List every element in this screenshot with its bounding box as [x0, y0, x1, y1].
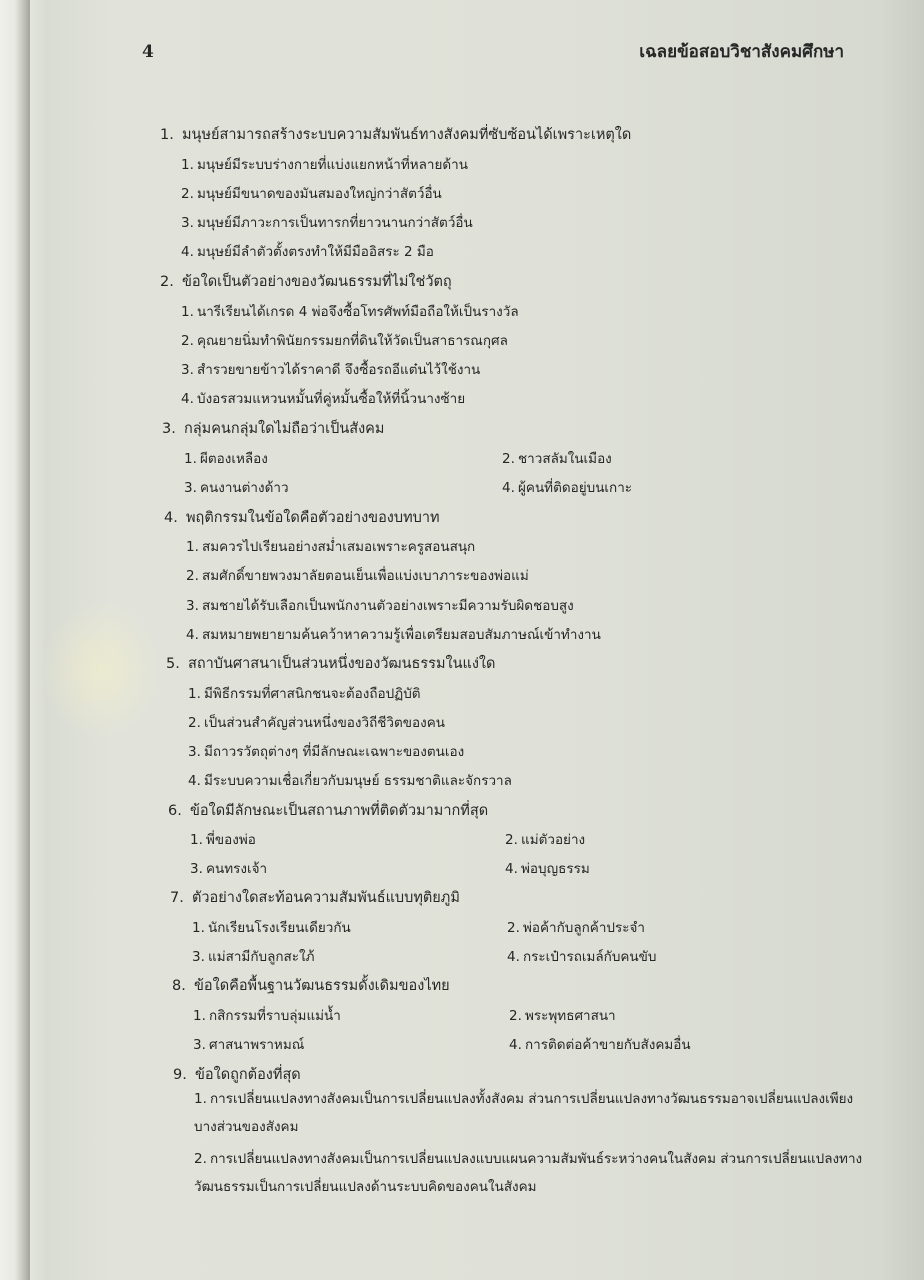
page-number: 4	[142, 42, 154, 62]
option-5-1	[188, 682, 421, 704]
option-2-4	[181, 387, 465, 409]
option-text: ผู้คนที่ติดอยู่บนเกาะ	[518, 480, 633, 496]
option-4-2	[186, 564, 529, 586]
question-text: มนุษย์สามารถสร้างระบบความสัมพันธ์ทางสังคมที่ซับซ้อนได้เพราะเหตุใด	[182, 127, 632, 143]
option-number: 3.	[193, 1037, 206, 1053]
option-6-3	[190, 857, 267, 879]
option-number: 1.	[181, 304, 194, 320]
option-1-2	[181, 182, 442, 204]
option-number: 1.	[181, 157, 194, 173]
option-text: พี่ของพ่อ	[206, 832, 256, 848]
question-6	[168, 799, 488, 822]
option-7-2	[507, 916, 645, 938]
option-number: 2.	[181, 186, 194, 202]
option-number: 4.	[502, 480, 515, 496]
running-header-title: เฉลยข้อสอบวิชาสังคมศึกษา	[639, 42, 844, 62]
option-4-3	[186, 594, 574, 616]
option-2-2	[181, 329, 508, 351]
option-text: มนุษย์มีขนาดของมันสมองใหญ่กว่าสัตว์อื่น	[197, 186, 442, 202]
option-4-4	[186, 623, 601, 645]
option-number: 4.	[507, 949, 520, 965]
option-text: แม่สามีกับลูกสะใภ้	[208, 949, 315, 965]
option-number: 1.	[193, 1008, 206, 1024]
option-text: สำรวยขายข้าวได้ราคาดี จึงซื้อรถอีแต๋นไว้ใช้งาน	[197, 362, 481, 378]
option-2-1	[181, 300, 519, 322]
option-7-4	[507, 945, 656, 967]
option-number: 2.	[188, 715, 201, 731]
question-number: 5.	[166, 656, 180, 672]
paper-stain	[40, 600, 160, 740]
option-text: เป็นส่วนสำคัญส่วนหนึ่งของวิถีชีวิตของคน	[204, 715, 445, 731]
option-number: 2.	[507, 920, 520, 936]
option-number: 4.	[188, 773, 201, 789]
option-text: คนงานต่างด้าว	[200, 480, 289, 496]
question-number: 2.	[160, 274, 174, 290]
option-text: นารีเรียนได้เกรด 4 พ่อจึงซื้อโทรศัพท์มือถือให้เป็นรางวัล	[197, 304, 519, 320]
question-text: ข้อใดมีลักษณะเป็นสถานภาพที่ติดตัวมามากที่สุด	[190, 803, 489, 819]
option-number: 3.	[190, 861, 203, 877]
question-1	[160, 123, 631, 146]
option-number: 4.	[505, 861, 518, 877]
option-6-1	[190, 828, 256, 850]
option-7-3	[192, 945, 315, 967]
option-text: มีถาวรวัตถุต่างๆ ที่มีลักษณะเฉพาะของตนเอง	[204, 744, 465, 760]
option-text: กระเป๋ารถเมล์กับคนขับ	[523, 949, 657, 965]
option-text: มีพิธีกรรมที่ศาสนิกชนจะต้องถือปฏิบัติ	[204, 686, 421, 702]
question-4	[164, 506, 440, 529]
option-6-4	[505, 857, 590, 879]
option-text: สมหมายพยายามค้นคว้าหาความรู้เพื่อเตรียมสอบสัมภาษณ์เข้าทำงาน	[202, 627, 601, 643]
option-text: คุณยายนิ่มทำพินัยกรรมยกที่ดินให้วัดเป็นสาธารณกุศล	[197, 333, 508, 349]
question-7	[170, 886, 460, 909]
question-8	[172, 974, 450, 997]
option-number: 3.	[181, 362, 194, 378]
option-5-2	[188, 711, 445, 733]
option-text: มนุษย์มีลำตัวตั้งตรงทำให้มีมืออิสระ 2 มือ	[197, 244, 434, 260]
option-text: กสิกรรมที่ราบลุ่มแม่น้ำ	[209, 1008, 341, 1024]
option-text: พ่อบุญธรรม	[521, 861, 590, 877]
option-number: 4.	[509, 1037, 522, 1053]
question-text: สถาบันศาสนาเป็นส่วนหนึ่งของวัฒนธรรมในแง่ใด	[188, 656, 496, 672]
option-8-2	[509, 1004, 616, 1026]
option-text: สมชายได้รับเลือกเป็นพนักงานตัวอย่างเพราะมีความรับผิดชอบสูง	[202, 598, 574, 614]
option-number: 3.	[192, 949, 205, 965]
option-number: 2.	[502, 451, 515, 467]
option-text: บังอรสวมแหวนหมั้นที่คู่หมั้นซื้อให้ที่นิ้วนางซ้าย	[197, 391, 466, 407]
option-number: 1.	[194, 1091, 207, 1107]
option-number: 3.	[184, 480, 197, 496]
option-number: 4.	[181, 244, 194, 260]
option-3-4	[502, 476, 632, 498]
option-number: 3.	[181, 215, 194, 231]
option-8-4	[509, 1033, 691, 1055]
question-9	[173, 1063, 301, 1086]
question-text: ข้อใดเป็นตัวอย่างของวัฒนธรรมที่ไม่ใช่วัตถุ	[182, 274, 452, 290]
option-9-1	[194, 1085, 864, 1141]
option-number: 1.	[184, 451, 197, 467]
option-text: การเปลี่ยนแปลงทางสังคมเป็นการเปลี่ยนแปลงแบบแผนความสัมพันธ์ระหว่างคนในสังคม ส่วนการเปลี่ยนแปลงทางวัฒนธรรมเป็นการเปลี่ยนแปลงด้านระบบคิดของคนในสังคม	[194, 1151, 863, 1195]
question-text: พฤติกรรมในข้อใดคือตัวอย่างของบทบาท	[186, 510, 440, 526]
option-text: มนุษย์มีระบบร่างกายที่แบ่งแยกหน้าที่หลายด้าน	[197, 157, 468, 173]
option-text: มีระบบความเชื่อเกี่ยวกับมนุษย์ ธรรมชาติและจักรวาล	[204, 773, 512, 789]
option-text: นักเรียนโรงเรียนเดียวกัน	[208, 920, 351, 936]
question-text: ข้อใดถูกต้องที่สุด	[195, 1067, 301, 1083]
option-text: ผีตองเหลือง	[200, 451, 268, 467]
option-text: มนุษย์มีภาวะการเป็นทารกที่ยาวนานกว่าสัตว์อื่น	[197, 215, 473, 231]
question-number: 3.	[162, 421, 176, 437]
option-text: สมศักดิ์ขายพวงมาลัยตอนเย็นเพื่อแบ่งเบาภาระของพ่อแม่	[202, 568, 529, 584]
option-7-1	[192, 916, 351, 938]
option-9-2	[194, 1145, 864, 1201]
option-text: สมควรไปเรียนอย่างสม่ำเสมอเพราะครูสอนสนุก	[202, 539, 476, 555]
option-number: 2.	[505, 832, 518, 848]
option-number: 3.	[186, 598, 199, 614]
question-2	[160, 270, 452, 293]
question-text: ข้อใดคือพื้นฐานวัฒนธรรมดั้งเดิมของไทย	[194, 978, 450, 994]
option-3-3	[184, 476, 289, 498]
option-number: 2.	[181, 333, 194, 349]
question-number: 8.	[172, 978, 186, 994]
option-text: ชาวสลัมในเมือง	[518, 451, 612, 467]
question-number: 7.	[170, 890, 184, 906]
option-3-2	[502, 447, 612, 469]
question-3	[162, 417, 384, 440]
option-number: 4.	[181, 391, 194, 407]
question-number: 1.	[160, 127, 174, 143]
option-6-2	[505, 828, 585, 850]
option-number: 1.	[192, 920, 205, 936]
option-4-1	[186, 535, 475, 557]
option-3-1	[184, 447, 268, 469]
option-8-1	[193, 1004, 341, 1026]
option-1-1	[181, 153, 468, 175]
option-1-3	[181, 211, 473, 233]
option-1-4	[181, 240, 434, 262]
option-number: 3.	[188, 744, 201, 760]
question-text: กลุ่มคนกลุ่มใดไม่ถือว่าเป็นสังคม	[184, 421, 385, 437]
question-text: ตัวอย่างใดสะท้อนความสัมพันธ์แบบทุติยภูมิ	[192, 890, 460, 906]
option-number: 2.	[194, 1151, 207, 1167]
option-text: ศาสนาพราหมณ์	[209, 1037, 305, 1053]
option-text: การติดต่อค้าขายกับสังคมอื่น	[525, 1037, 691, 1053]
option-5-4	[188, 769, 512, 791]
option-number: 1.	[186, 539, 199, 555]
option-text: พระพุทธศาสนา	[525, 1008, 616, 1024]
option-text: คนทรงเจ้า	[206, 861, 268, 877]
question-number: 9.	[173, 1067, 187, 1083]
option-number: 2.	[186, 568, 199, 584]
option-text: การเปลี่ยนแปลงทางสังคมเป็นการเปลี่ยนแปลงทั้งสังคม ส่วนการเปลี่ยนแปลงทางวัฒนธรรมอาจเปลี่ยนแปลงเพียงบางส่วนของสังคม	[194, 1091, 854, 1135]
option-5-3	[188, 740, 464, 762]
option-2-3	[181, 358, 480, 380]
option-number: 1.	[188, 686, 201, 702]
question-5	[166, 652, 495, 675]
option-number: 1.	[190, 832, 203, 848]
option-text: พ่อค้ากับลูกค้าประจำ	[523, 920, 645, 936]
option-text: แม่ตัวอย่าง	[521, 832, 586, 848]
question-number: 6.	[168, 803, 182, 819]
option-number: 2.	[509, 1008, 522, 1024]
question-number: 4.	[164, 510, 178, 526]
option-8-3	[193, 1033, 304, 1055]
option-number: 4.	[186, 627, 199, 643]
page-fold-shadow	[0, 0, 30, 1280]
